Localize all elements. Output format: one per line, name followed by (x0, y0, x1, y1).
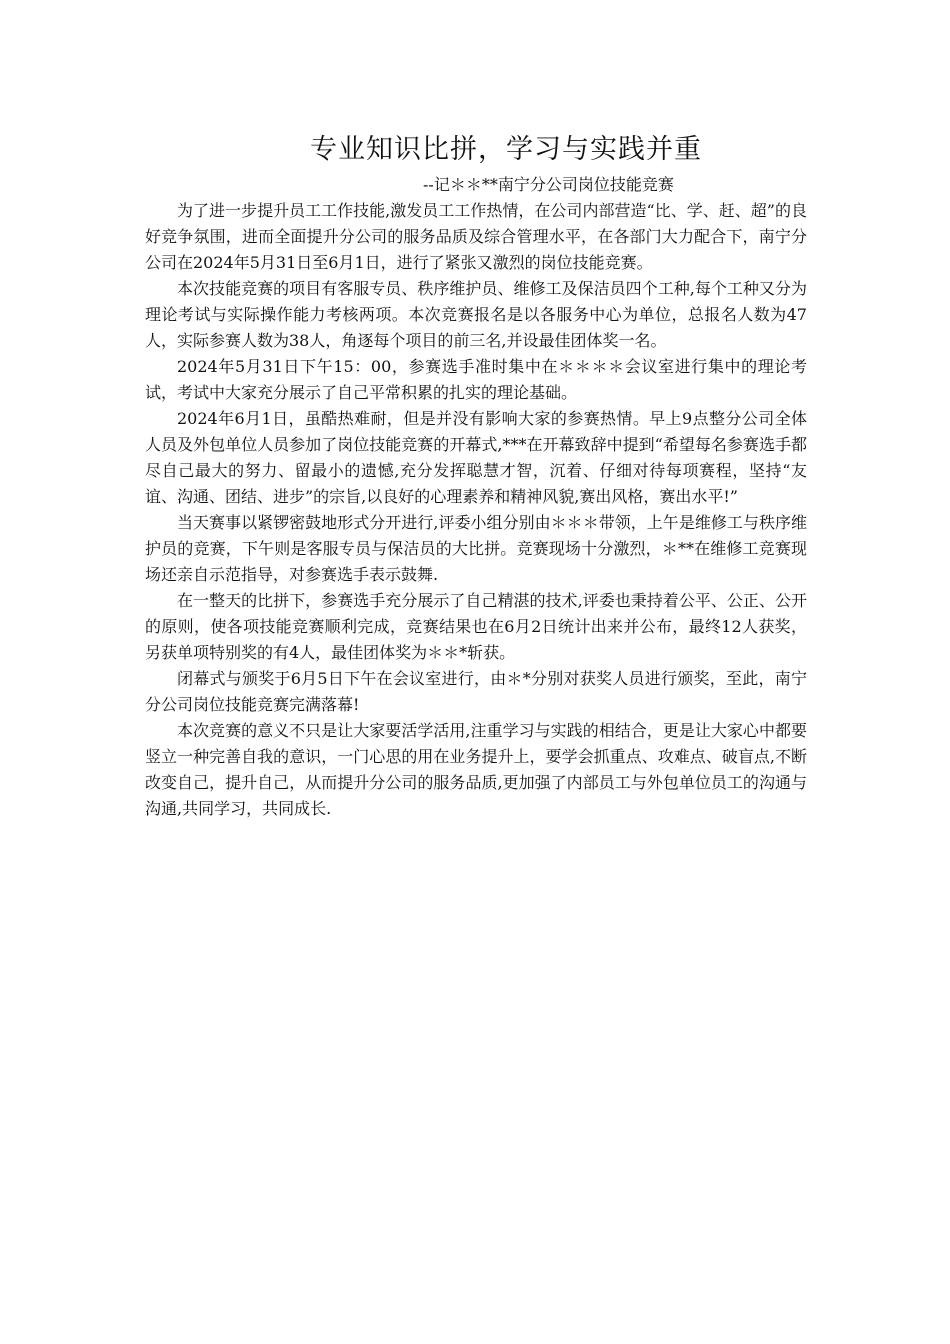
document-subtitle: --记＊＊**南宁分公司岗位技能竞赛 (423, 175, 674, 194)
paragraph-competition-day: 当天赛事以紧锣密鼓地形式分开进行,评委小组分别由＊＊＊带领，上午是维修工与秩序维护员的竞赛，下午则是客服专员与保洁员的大比拼。竞赛现场十分激烈，＊**在维修工竞赛现场还亲自示范指导，对参赛选手表示鼓舞. (145, 513, 807, 584)
paragraph-results: 在一整天的比拼下，参赛选手充分展示了自己精湛的技术,评委也秉持着公平、公正、公开的原则，使各项技能竞赛顺利完成，竞赛结果也在6月2日统计出来并公布，最终12人获奖，另获单项特别奖的有4人，最佳团体奖为＊＊*斩获。 (145, 591, 807, 662)
paragraph-significance: 本次竞赛的意义不只是让大家要活学活用,注重学习与实践的相结合，更是让大家心中都要竖立一种完善自我的意识，一门心思的用在业务提升上，要学会抓重点、攻难点、破盲点,不断改变自己，提升自己，从而提升分公司的服务品质,更加强了内部员工与外包单位员工的沟通与沟通,共同学习，共同成长. (145, 721, 807, 818)
document-title: 专业知识比拼，学习与实践并重 (310, 134, 702, 165)
document-page (145, 128, 807, 822)
paragraph-closing-ceremony: 闭幕式与颁奖于6月5日下午在会议室进行，由＊*分别对获奖人员进行颁奖，至此，南宁分公司岗位技能竞赛完满落幕! (145, 669, 807, 714)
paragraph-opening-ceremony: 2024年6月1日，虽酷热难耐，但是并没有影响大家的参赛热情。早上9点整分公司全体人员及外包单位人员参加了岗位技能竞赛的开幕式,***在开幕致辞中提到“希望每名参赛选手都尽自己最大的努力、留最小的遗憾,充分发挥聪慧才智，沉着、仔细对待每项赛程，坚持“友谊、沟通、团结、进步”的宗旨,以良好的心理素养和精神风貌,赛出风格，赛出水平!” (145, 409, 807, 506)
paragraph-competition-items: 本次技能竞赛的项目有客服专员、秩序维护员、维修工及保洁员四个工种,每个工种又分为理论考试与实际操作能力考核两项。本次竞赛报名是以各服务中心为单位，总报名人数为47人，实际参赛人数为38人，角逐每个项目的前三名,并设最佳团体奖一名。 (145, 279, 807, 350)
paragraph-intro: 为了进一步提升员工工作技能,激发员工工作热情，在公司内部营造“比、学、赶、超”的良好竞争氛围，进而全面提升分公司的服务品质及综合管理水平，在各部门大力配合下，南宁分公司在2024年5月31日至6月1日，进行了紧张又激烈的岗位技能竞赛。 (145, 201, 807, 272)
paragraph-theory-exam: 2024年5月31日下午15：00，参赛选手准时集中在＊＊＊＊会议室进行集中的理论考试，考试中大家充分展示了自己平常积累的扎实的理论基础。 (145, 357, 807, 402)
